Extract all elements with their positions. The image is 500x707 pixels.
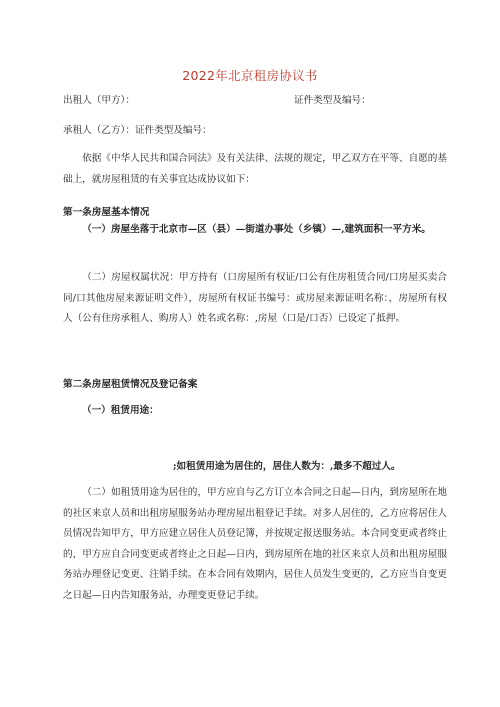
article1-heading: 第一条房屋基本情况 [63,207,150,218]
lessor-label: 出租人（甲方）： [63,95,135,106]
article1-item2: （二）房屋权属状况：甲方持有（口房屋所有权证/口公有住房租赁合同/口房屋买卖合同/口其他房屋来源证明文件），房屋所有权证书编号：或房屋来源证明名称：，房屋所有权人（公有住房承租人、购房人）姓名或名称：,房屋（口是/口否）已设定了抵押。 [63,272,447,324]
article1-item1: （一）房屋坐落于北京市—区（县）—街道办事处（乡镇）—,建筑面积一平方米。 [82,224,431,235]
article2-item2: （二）如租赁用途为居住的，甲方应自与乙方订立本合同之日起—日内，到房屋所在地的社区来京人员和出租房屋服务站办理房屋出租登记手续。对多人居住的，乙方应将居住人员情况告知甲方，甲方应建立居住人员登记簿，并按规定报送服务站。本合同变更或者终止的，甲方应自合同变更或者终止之日起—日内，到房屋所在地的社区来京人员和出租房屋服务站办理登记变更、注销手续。在本合同有效期内，居住人员发生变更的，乙方应当自变更之日起—日内告知服务站，办理变更登记手续。 [63,487,447,601]
intro-paragraph: 依据《中华人民共和国合同法》及有关法律、法规的规定，甲乙双方在平等、自愿的基础上，就房屋租赁的有关事宜达成协议如下： [63,153,447,185]
page-title: 2022年北京租房协议书 [182,68,318,83]
article2-heading: 第二条房屋租赁情况及登记备案 [63,379,198,390]
residency-line: ;如租赁用途为居住的，居住人数为：,最多不超过人。 [173,461,401,472]
lessor-id-label: 证件类型及编号： [294,95,371,106]
lessee-label: 承租人（乙方）：证件类型及编号： [63,125,212,136]
article2-item1: （一）租赁用途： [82,405,159,416]
